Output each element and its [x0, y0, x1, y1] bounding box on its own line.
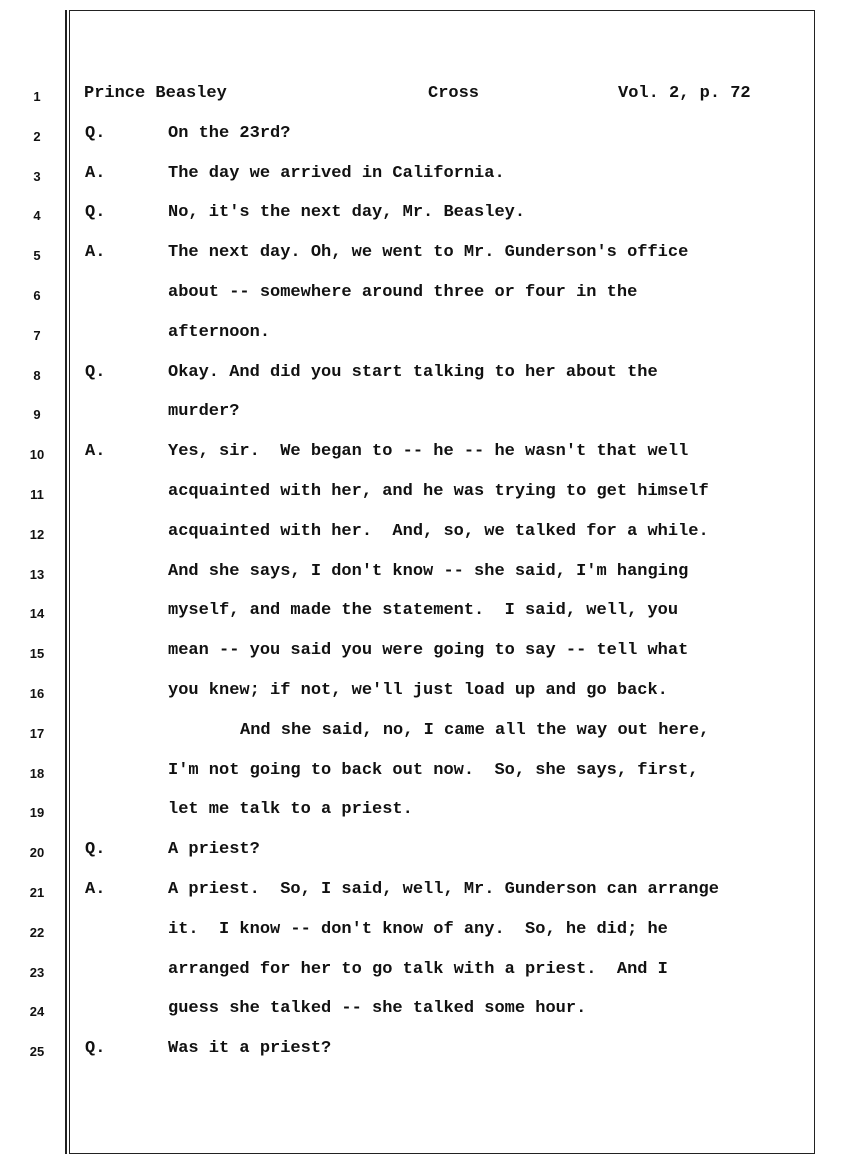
testimony-text: I'm not going to back out now. So, she says, first, — [168, 760, 699, 780]
testimony-text: arranged for her to go talk with a priest. And I — [168, 959, 668, 979]
testimony-text: And she said, no, I came all the way out here, — [240, 720, 710, 740]
line-number: 12 — [29, 526, 45, 542]
testimony-text: afternoon. — [168, 322, 271, 342]
transcript-line — [0, 597, 860, 627]
transcript-line — [0, 398, 860, 428]
testimony-text: And she says, I don't know -- she said, I'm hanging — [168, 561, 689, 581]
line-number: 3 — [33, 168, 41, 184]
speaker-label: Q. — [85, 1039, 106, 1059]
testimony-text: No, it's the next day, Mr. Beasley. — [168, 203, 526, 223]
speaker-label: A. — [85, 880, 106, 899]
line-number: 16 — [29, 686, 45, 701]
line-number: 6 — [33, 288, 41, 303]
volume-page-ref: Vol. 2, p. 72 — [618, 84, 751, 103]
transcript-line — [0, 956, 860, 986]
speaker-label: Q. — [85, 362, 106, 382]
line-number: 7 — [33, 327, 41, 343]
line-number: 4 — [33, 208, 41, 224]
transcript-line — [0, 319, 860, 349]
testimony-text: guess she talked -- she talked some hour. — [168, 999, 587, 1019]
line-number: 24 — [29, 1004, 45, 1020]
testimony-text: Okay. And did you start talking to her about the — [168, 362, 658, 382]
transcript-line — [0, 796, 860, 826]
line-number: 1 — [33, 89, 41, 104]
line-number: 2 — [33, 128, 41, 144]
line-number: 19 — [29, 805, 45, 821]
testimony-text: The next day. Oh, we went to Mr. Gunderson's office — [168, 243, 689, 263]
transcript-line — [0, 80, 860, 110]
speaker-label: Q. — [85, 123, 106, 143]
line-number: 9 — [33, 407, 41, 423]
line-number: 5 — [33, 248, 41, 264]
line-number: 11 — [30, 487, 44, 502]
testimony-text: mean -- you said you were going to say -- tell what — [168, 641, 689, 661]
transcript-line — [0, 757, 860, 787]
line-number: 21 — [29, 885, 45, 900]
line-number: 25 — [29, 1044, 45, 1060]
transcript-line — [0, 518, 860, 548]
testimony-text: Yes, sir. We began to -- he -- he wasn't that well — [168, 442, 689, 462]
transcript-line — [0, 160, 860, 190]
testimony-text: On the 23rd? — [168, 123, 291, 143]
speaker-label: Q. — [85, 203, 106, 223]
transcript-line — [0, 120, 860, 150]
testimony-text: A priest. So, I said, well, Mr. Gunderson can arrange — [168, 880, 719, 899]
testimony-text: The day we arrived in California. — [168, 163, 505, 183]
transcript-line — [0, 876, 860, 906]
line-number: 22 — [29, 924, 45, 940]
testimony-text: you knew; if not, we'll just load up and go back. — [168, 681, 668, 700]
transcript-line — [0, 359, 860, 389]
testimony-text: about -- somewhere around three or four in the — [168, 283, 638, 302]
transcript-line — [0, 916, 860, 946]
testimony-text: it. I know -- don't know of any. So, he did; he — [168, 919, 668, 939]
testimony-text: Was it a priest? — [168, 1039, 332, 1059]
transcript-line — [0, 199, 860, 229]
speaker-label: A. — [85, 163, 106, 183]
line-number: 14 — [29, 606, 45, 622]
testimony-text: let me talk to a priest. — [168, 800, 413, 820]
speaker-label: A. — [85, 442, 106, 462]
transcript-line — [0, 1035, 860, 1065]
transcript-line — [0, 995, 860, 1025]
transcript-line — [0, 677, 860, 707]
transcript-line — [0, 637, 860, 667]
line-number: 10 — [29, 447, 45, 463]
line-number: 20 — [29, 845, 45, 861]
speaker-label: A. — [85, 243, 106, 263]
line-number: 8 — [33, 367, 41, 383]
testimony-text: acquainted with her, and he was trying to get himself — [168, 482, 709, 501]
testimony-text: A priest? — [168, 840, 260, 860]
transcript-line — [0, 558, 860, 588]
speaker-label: Q. — [85, 840, 106, 860]
line-number: 13 — [29, 566, 45, 582]
testimony-text: acquainted with her. And, so, we talked for a while. — [168, 521, 709, 541]
examination-type: Cross — [428, 84, 480, 103]
witness-name: Prince Beasley — [84, 84, 227, 103]
line-number: 15 — [29, 646, 45, 662]
testimony-text: myself, and made the statement. I said, well, you — [168, 601, 679, 621]
testimony-text: murder? — [168, 402, 240, 422]
transcript-line — [0, 717, 860, 747]
transcript-line — [0, 279, 860, 309]
transcript-line — [0, 836, 860, 866]
line-number: 23 — [29, 964, 45, 980]
transcript-line — [0, 239, 860, 269]
line-number: 18 — [29, 765, 45, 781]
transcript-line — [0, 438, 860, 468]
line-number: 17 — [29, 725, 45, 741]
transcript-line — [0, 478, 860, 508]
